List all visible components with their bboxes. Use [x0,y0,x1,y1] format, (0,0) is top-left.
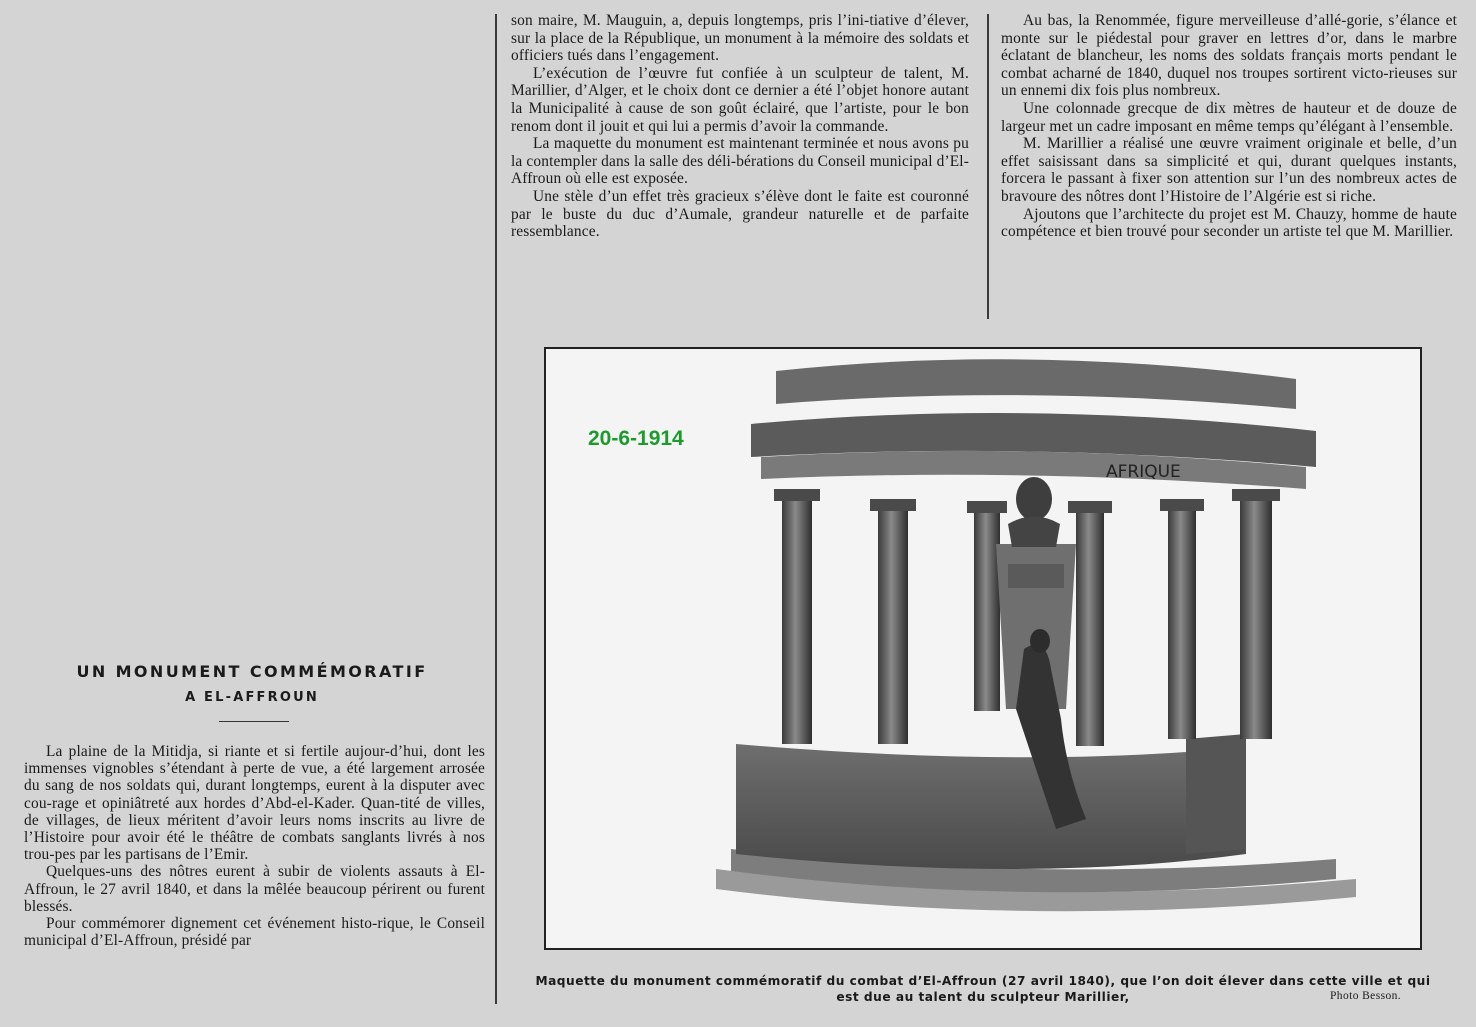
paragraph: Au bas, la Renommée, figure merveilleuse d’allé-gorie, s’élance et monte sur le piédestal pour graver en lettres d’or, dans le marbre éclatant de blancheur, les noms des soldats français morts pendant le combat acharné de 1840, duquel nos troupes sortirent victo-rieuses sur un ennemi dix fois plus nombreux. [1001,12,1457,100]
title-divider [219,721,289,722]
top-right-column [1001,12,1457,241]
paragraph: La plaine de la Mitidja, si riante et si fertile aujour-d’hui, dont les immenses vignobles s’étendant à perte de vue, a été largement arrosée du sang de nos soldats qui, durant longtemps, eurent à la disputer avec cou-rage et opiniâtreté aux hordes d’Abd-el-Kader. Quan-tité de villes, de villages, de lieux méritent d’avoir leurs noms inscrits au livre de l’Histoire pour avoir été le théâtre de combats sanglants livrés à nos trou-pes par les partisans de l’Emir. [24,743,485,864]
top-middle-column [511,12,969,241]
paragraph: L’exécution de l’œuvre fut confiée à un sculpteur de talent, M. Marillier, d’Alger, et le choix dont ce dernier a été l’objet honore autant la Municipalité à cause de son goût éclairé, que l’artiste, pour le bon renom dont il jouit et qui lui a permis d’avoir la commande. [511,64,969,135]
column-rule-left [495,14,497,1004]
article-subtitle: A EL-AFFROUN [185,690,319,705]
paragraph: Quelques-uns des nôtres eurent à subir de violents assauts à El-Affroun, le 27 avril 1840, et dans la mêlée beaucoup périrent ou furent blessés. [24,863,485,915]
paragraph: M. Marillier a réalisé une œuvre vraiment originale et belle, d’un effet saisissant dans sa simplicité et qui, durant quelques instants, forcera le passant à fixer son attention sur l’un des nombreux actes de bravoure des nôtres dont l’Histoire de l’Algérie est si riche. [1001,135,1457,205]
photo-credit: Photo Besson. [1330,990,1402,1002]
frieze-inscription: AFRIQUE [1106,462,1181,482]
left-article-body [24,743,485,949]
paragraph: Ajoutons que l’architecte du projet est M. Chauzy, homme de haute compétence et bien trouvé pour seconder un artiste tel que M. Marillier. [1001,205,1457,241]
paragraph: Une colonnade grecque de dix mètres de hauteur et de douze de largeur met un cadre imposant en même temps qu’élégant à l’ensemble. [1001,99,1457,135]
article-title: UN MONUMENT COMMÉMORATIF [76,662,428,681]
paragraph: La maquette du monument est maintenant terminée et nous avons pu la contempler dans la salle des déli-bérations du Conseil municipal d’El-Affroun où elle est exposée. [511,135,970,188]
column-rule-right [987,14,989,319]
paragraph: Pour commémorer dignement cet événement histo-rique, le Conseil municipal d’El-Affroun, présidé par [24,915,485,950]
photo-caption: Maquette du monument commémoratif du combat d’El-Affroun (27 avril 1840), que l’on doit élever dans cette ville et qui est due au talent du sculpteur Marillier, [535,974,1431,1004]
paragraph: son maire, M. Mauguin, a, depuis longtemps, pris l’ini-tiative d’élever, sur la place de la République, un monument à la mémoire des soldats et officiers tués dans l’engagement. [511,12,969,65]
date-stamp: 20-6-1914 [588,427,684,450]
paragraph: Une stèle d’un effet très gracieux s’élève dont le faite est couronné par le buste du duc d’Aumale, grandeur naturelle et de parfaite ressemblance. [511,187,969,241]
